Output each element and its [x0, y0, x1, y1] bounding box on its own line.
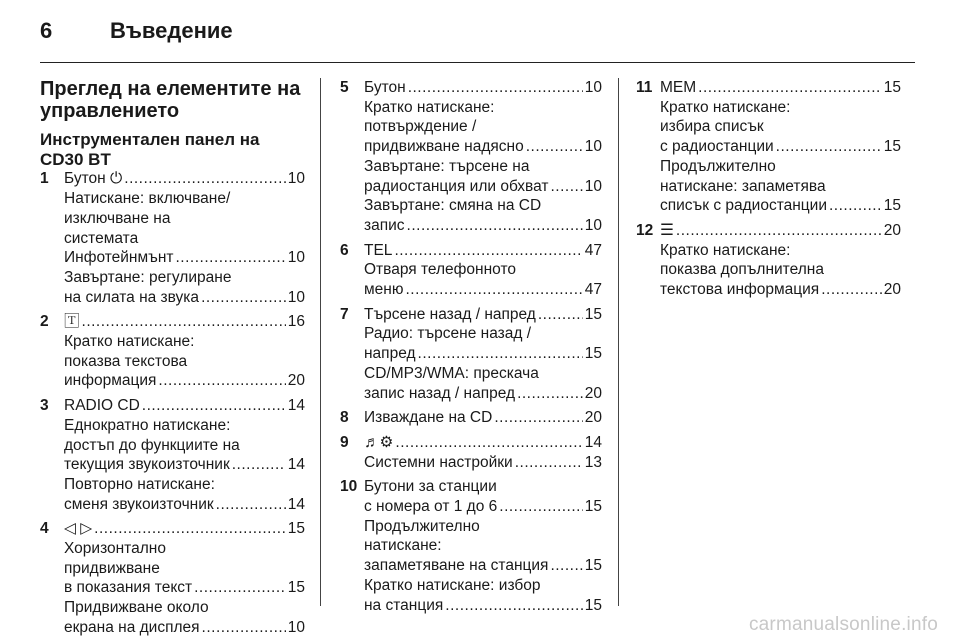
entry-line[interactable]: [364, 433, 602, 453]
dot-leader: [407, 216, 583, 236]
dot-leader: [517, 384, 583, 404]
page-reference[interactable]: 47: [584, 241, 602, 259]
toc-entry: [40, 519, 305, 637]
entry-line[interactable]: [660, 78, 901, 98]
page-reference[interactable]: 15: [883, 138, 901, 156]
entry-line[interactable]: [660, 137, 901, 157]
entry-line[interactable]: [364, 408, 602, 428]
entry-text: Отваря телефонното: [364, 261, 516, 279]
entry-line[interactable]: [364, 280, 602, 300]
entry-line: [660, 177, 901, 197]
dot-leader: [776, 137, 882, 157]
toc-entry: [340, 408, 602, 428]
entry-number: 9: [340, 433, 349, 451]
section-heading: Преглед на елементите на управлението: [40, 78, 301, 122]
entry-line[interactable]: [364, 344, 602, 364]
dot-leader: [194, 578, 286, 598]
page-reference[interactable]: 10: [287, 170, 305, 188]
entry-text: Кратко натискане:: [64, 333, 195, 351]
entry-text: показва текстова: [64, 352, 188, 370]
dot-leader: [550, 556, 582, 576]
entry-text: Бутони за станции: [364, 478, 497, 496]
entry-text: придвижване: [64, 559, 160, 577]
entry-text: Еднократно натискане:: [64, 416, 231, 434]
entry-line[interactable]: [64, 618, 305, 638]
entry-line: [64, 332, 305, 352]
entry-line: [364, 517, 602, 537]
entry-text: Продължително: [660, 157, 776, 175]
dot-leader: [698, 78, 882, 98]
entry-text: екрана на дисплея: [64, 618, 200, 636]
entry-text: натискане: запаметява: [660, 177, 826, 195]
entry-line: [364, 324, 602, 344]
dot-leader: [551, 177, 583, 197]
column-1: [40, 78, 305, 643]
entry-line[interactable]: [364, 305, 602, 325]
entry-list: [636, 78, 901, 300]
entry-text: Натискане: включване/: [64, 190, 231, 208]
dot-leader: [821, 280, 882, 300]
entry-line[interactable]: [364, 453, 602, 473]
entry-number: 4: [40, 520, 49, 538]
entry-text: с номера от 1 до 6: [364, 498, 498, 516]
entry-line: [660, 157, 901, 177]
entry-number: 3: [40, 397, 49, 415]
entry-line[interactable]: [64, 371, 305, 391]
toc-entry: [340, 78, 602, 236]
dot-leader: [526, 137, 583, 157]
entry-text: показва допълнителна: [660, 261, 824, 279]
entry-text: Кратко натискане:: [364, 98, 495, 116]
entry-number: 10: [340, 478, 358, 496]
toc-entry: [340, 241, 602, 300]
dot-leader: [408, 78, 583, 98]
dot-leader: [499, 497, 582, 517]
page-reference[interactable]: 13: [584, 453, 602, 471]
entry-line[interactable]: [64, 312, 305, 332]
dot-leader: [82, 312, 286, 332]
entry-text: Кратко натискане:: [660, 98, 791, 116]
page-reference[interactable]: 10: [584, 216, 602, 234]
entry-text: TEL: [364, 241, 393, 259]
page-reference[interactable]: 15: [584, 345, 602, 363]
entry-line: [64, 559, 305, 579]
dot-leader: [395, 433, 582, 453]
page-reference[interactable]: 15: [287, 579, 305, 597]
entry-text: Инфотейнмънт: [64, 249, 174, 267]
page-reference[interactable]: 10: [287, 618, 305, 636]
entry-line: [364, 98, 602, 118]
entry-line[interactable]: [364, 177, 602, 197]
dot-leader: [94, 519, 286, 539]
chapter-title: Въведение: [110, 18, 233, 43]
entry-line: [660, 98, 901, 118]
entry-number: 2: [40, 313, 49, 331]
dot-leader: [202, 618, 286, 638]
page-reference[interactable]: 14: [584, 433, 602, 451]
entry-text: достъп до функциите на: [64, 436, 240, 454]
entry-line: [64, 189, 305, 209]
entry-line: [64, 209, 305, 229]
entry-text: с радиостанции: [660, 138, 774, 156]
dot-leader: [405, 280, 582, 300]
toc-entry: [636, 78, 901, 216]
page-reference[interactable]: 10: [287, 288, 305, 306]
dot-leader: [829, 196, 882, 216]
entry-number: 6: [340, 241, 349, 259]
page-reference[interactable]: 47: [584, 281, 602, 299]
entry-text: 🅃: [64, 313, 80, 331]
page-reference[interactable]: 10: [584, 138, 602, 156]
entry-line[interactable]: [64, 455, 305, 475]
dot-leader: [538, 305, 583, 325]
entry-line[interactable]: [660, 221, 901, 241]
entry-text: текстова информация: [660, 281, 820, 299]
dot-leader: [176, 248, 286, 268]
dot-leader: [676, 221, 882, 241]
entry-line: [64, 416, 305, 436]
entry-text: Системни настройки: [364, 453, 513, 471]
entry-text: на силата на звука: [64, 288, 200, 306]
entry-text: Завъртане: смяна на CD: [364, 197, 542, 215]
entry-number: 12: [636, 221, 654, 239]
page-reference[interactable]: 15: [584, 557, 602, 575]
entry-line: [64, 475, 305, 495]
entry-text: сменя звукоизточник: [64, 495, 214, 513]
toc-entry: [40, 169, 305, 307]
page-number: 6: [40, 18, 53, 43]
entry-text: Бутон: [364, 79, 406, 96]
entry-text: Бутон ⏻: [64, 170, 123, 188]
entry-text: RADIO CD: [64, 397, 140, 415]
entry-number: 8: [340, 409, 349, 427]
entry-text: придвижване надясно: [364, 138, 524, 156]
entry-text: Търсене назад / напред: [364, 305, 536, 323]
dot-leader: [494, 408, 582, 428]
watermark: carmanualsonline.info: [748, 614, 938, 635]
column-divider: [320, 78, 321, 606]
page-reference[interactable]: 10: [584, 177, 602, 195]
toc-entry: [40, 396, 305, 514]
entry-text: текущия звукоизточник: [64, 456, 230, 474]
entry-list: [40, 169, 305, 637]
entry-line[interactable]: [364, 241, 602, 261]
toc-entry: [636, 221, 901, 300]
entry-line: [364, 576, 602, 596]
entry-line: [364, 157, 602, 177]
entry-line[interactable]: [364, 384, 602, 404]
page-reference[interactable]: 15: [584, 305, 602, 323]
toc-entry: [40, 312, 305, 391]
dot-leader: [515, 453, 583, 473]
entry-text: натискане:: [364, 537, 442, 555]
entry-line[interactable]: [64, 169, 305, 189]
page-reference[interactable]: 20: [287, 372, 305, 390]
entry-line[interactable]: [660, 280, 901, 300]
entry-line[interactable]: [64, 578, 305, 598]
entry-text: Кратко натискане: избор: [364, 576, 541, 594]
page-reference[interactable]: 14: [287, 397, 305, 415]
entry-text: Радио: търсене назад /: [364, 325, 532, 343]
dot-leader: [201, 288, 286, 308]
entry-text: избира списък: [660, 118, 764, 136]
entry-text: радиостанция или обхват: [364, 177, 549, 195]
entry-text: ◁ ▷: [64, 520, 93, 538]
entry-line: [364, 364, 602, 384]
page-reference[interactable]: 20: [883, 281, 901, 299]
page-reference[interactable]: 15: [584, 498, 602, 516]
entry-line: [364, 117, 602, 137]
entry-text: запис назад / напред: [364, 384, 516, 402]
entry-line: [364, 536, 602, 556]
entry-line: [64, 436, 305, 456]
entry-line: [364, 477, 602, 497]
entry-line[interactable]: [64, 519, 305, 539]
toc-entry: [340, 305, 602, 404]
page-reference[interactable]: 15: [287, 520, 305, 538]
dot-leader: [142, 396, 286, 416]
entry-text: Хоризонтално: [64, 540, 166, 558]
entry-text: Повторно натискане:: [64, 475, 215, 493]
entry-text: Завъртане: търсене на: [364, 157, 530, 175]
entry-line[interactable]: [364, 78, 602, 98]
entry-line[interactable]: [364, 137, 602, 157]
page-reference[interactable]: 20: [584, 384, 602, 402]
page-reference[interactable]: 20: [584, 409, 602, 427]
entry-line: [64, 539, 305, 559]
entry-text: изключване на: [64, 209, 171, 227]
dot-leader: [418, 344, 583, 364]
dot-leader: [394, 241, 582, 261]
entry-number: 5: [340, 79, 349, 96]
entry-line: [64, 598, 305, 618]
entry-text: информация: [64, 372, 157, 390]
subsection-heading: Инструментален панел на CD30 BT: [40, 130, 260, 169]
entry-text: CD/MP3/WMA: прескача: [364, 364, 539, 382]
entry-line: [64, 229, 305, 249]
dot-leader: [216, 495, 286, 515]
page-reference[interactable]: 14: [287, 495, 305, 513]
entry-list: [340, 78, 602, 615]
entry-line[interactable]: [64, 288, 305, 308]
entry-line[interactable]: [364, 216, 602, 236]
page-reference[interactable]: 15: [584, 596, 602, 614]
entry-text: Изваждане на CD: [364, 409, 493, 427]
entry-text: запис: [364, 216, 405, 234]
entry-text: ♬⚙: [364, 433, 394, 451]
dot-leader: [445, 596, 582, 616]
entry-text: списък с радиостанции: [660, 197, 827, 215]
column-3: [636, 78, 901, 305]
entry-line[interactable]: [364, 556, 602, 576]
entry-text: Кратко натискане:: [660, 241, 791, 259]
entry-text: запаметяване на станция: [364, 557, 549, 575]
page-reference[interactable]: 16: [287, 313, 305, 331]
entry-text: Продължително: [364, 517, 480, 535]
dot-leader: [232, 455, 286, 475]
column-divider: [618, 78, 619, 606]
entry-text: потвърждение /: [364, 118, 477, 136]
entry-text: в показания текст: [64, 579, 193, 597]
entry-text: меню: [364, 281, 404, 299]
entry-text: на станция: [364, 596, 444, 614]
entry-line[interactable]: [660, 196, 901, 216]
page-reference[interactable]: 10: [584, 79, 602, 96]
entry-number: 1: [40, 170, 49, 188]
entry-line[interactable]: [64, 248, 305, 268]
column-2: [340, 78, 602, 620]
toc-entry: [340, 477, 602, 615]
page-reference[interactable]: 10: [287, 249, 305, 267]
page-reference[interactable]: 14: [287, 456, 305, 474]
entry-line: [364, 260, 602, 280]
page-reference[interactable]: 15: [883, 197, 901, 215]
page-reference[interactable]: 20: [883, 221, 901, 239]
entry-text: Придвижване около: [64, 599, 209, 617]
entry-text: системата: [64, 229, 139, 247]
entry-line[interactable]: [64, 495, 305, 515]
toc-entry: [340, 433, 602, 472]
header-rule: [40, 62, 915, 63]
entry-text: MEM: [660, 79, 697, 96]
entry-text: Завъртане: регулиране: [64, 268, 232, 286]
dot-leader: [124, 169, 285, 189]
dot-leader: [158, 371, 285, 391]
entry-text: напред: [364, 345, 416, 363]
entry-text: ☰: [660, 221, 674, 239]
entry-line: [64, 352, 305, 372]
entry-line: [364, 196, 602, 216]
entry-line[interactable]: [364, 497, 602, 517]
entry-number: 11: [636, 79, 653, 96]
entry-line[interactable]: [364, 596, 602, 616]
entry-line: [64, 268, 305, 288]
entry-line: [660, 260, 901, 280]
entry-line: [660, 241, 901, 261]
entry-line[interactable]: [64, 396, 305, 416]
entry-number: 7: [340, 305, 349, 323]
page-reference[interactable]: 15: [883, 79, 901, 96]
entry-line: [660, 117, 901, 137]
